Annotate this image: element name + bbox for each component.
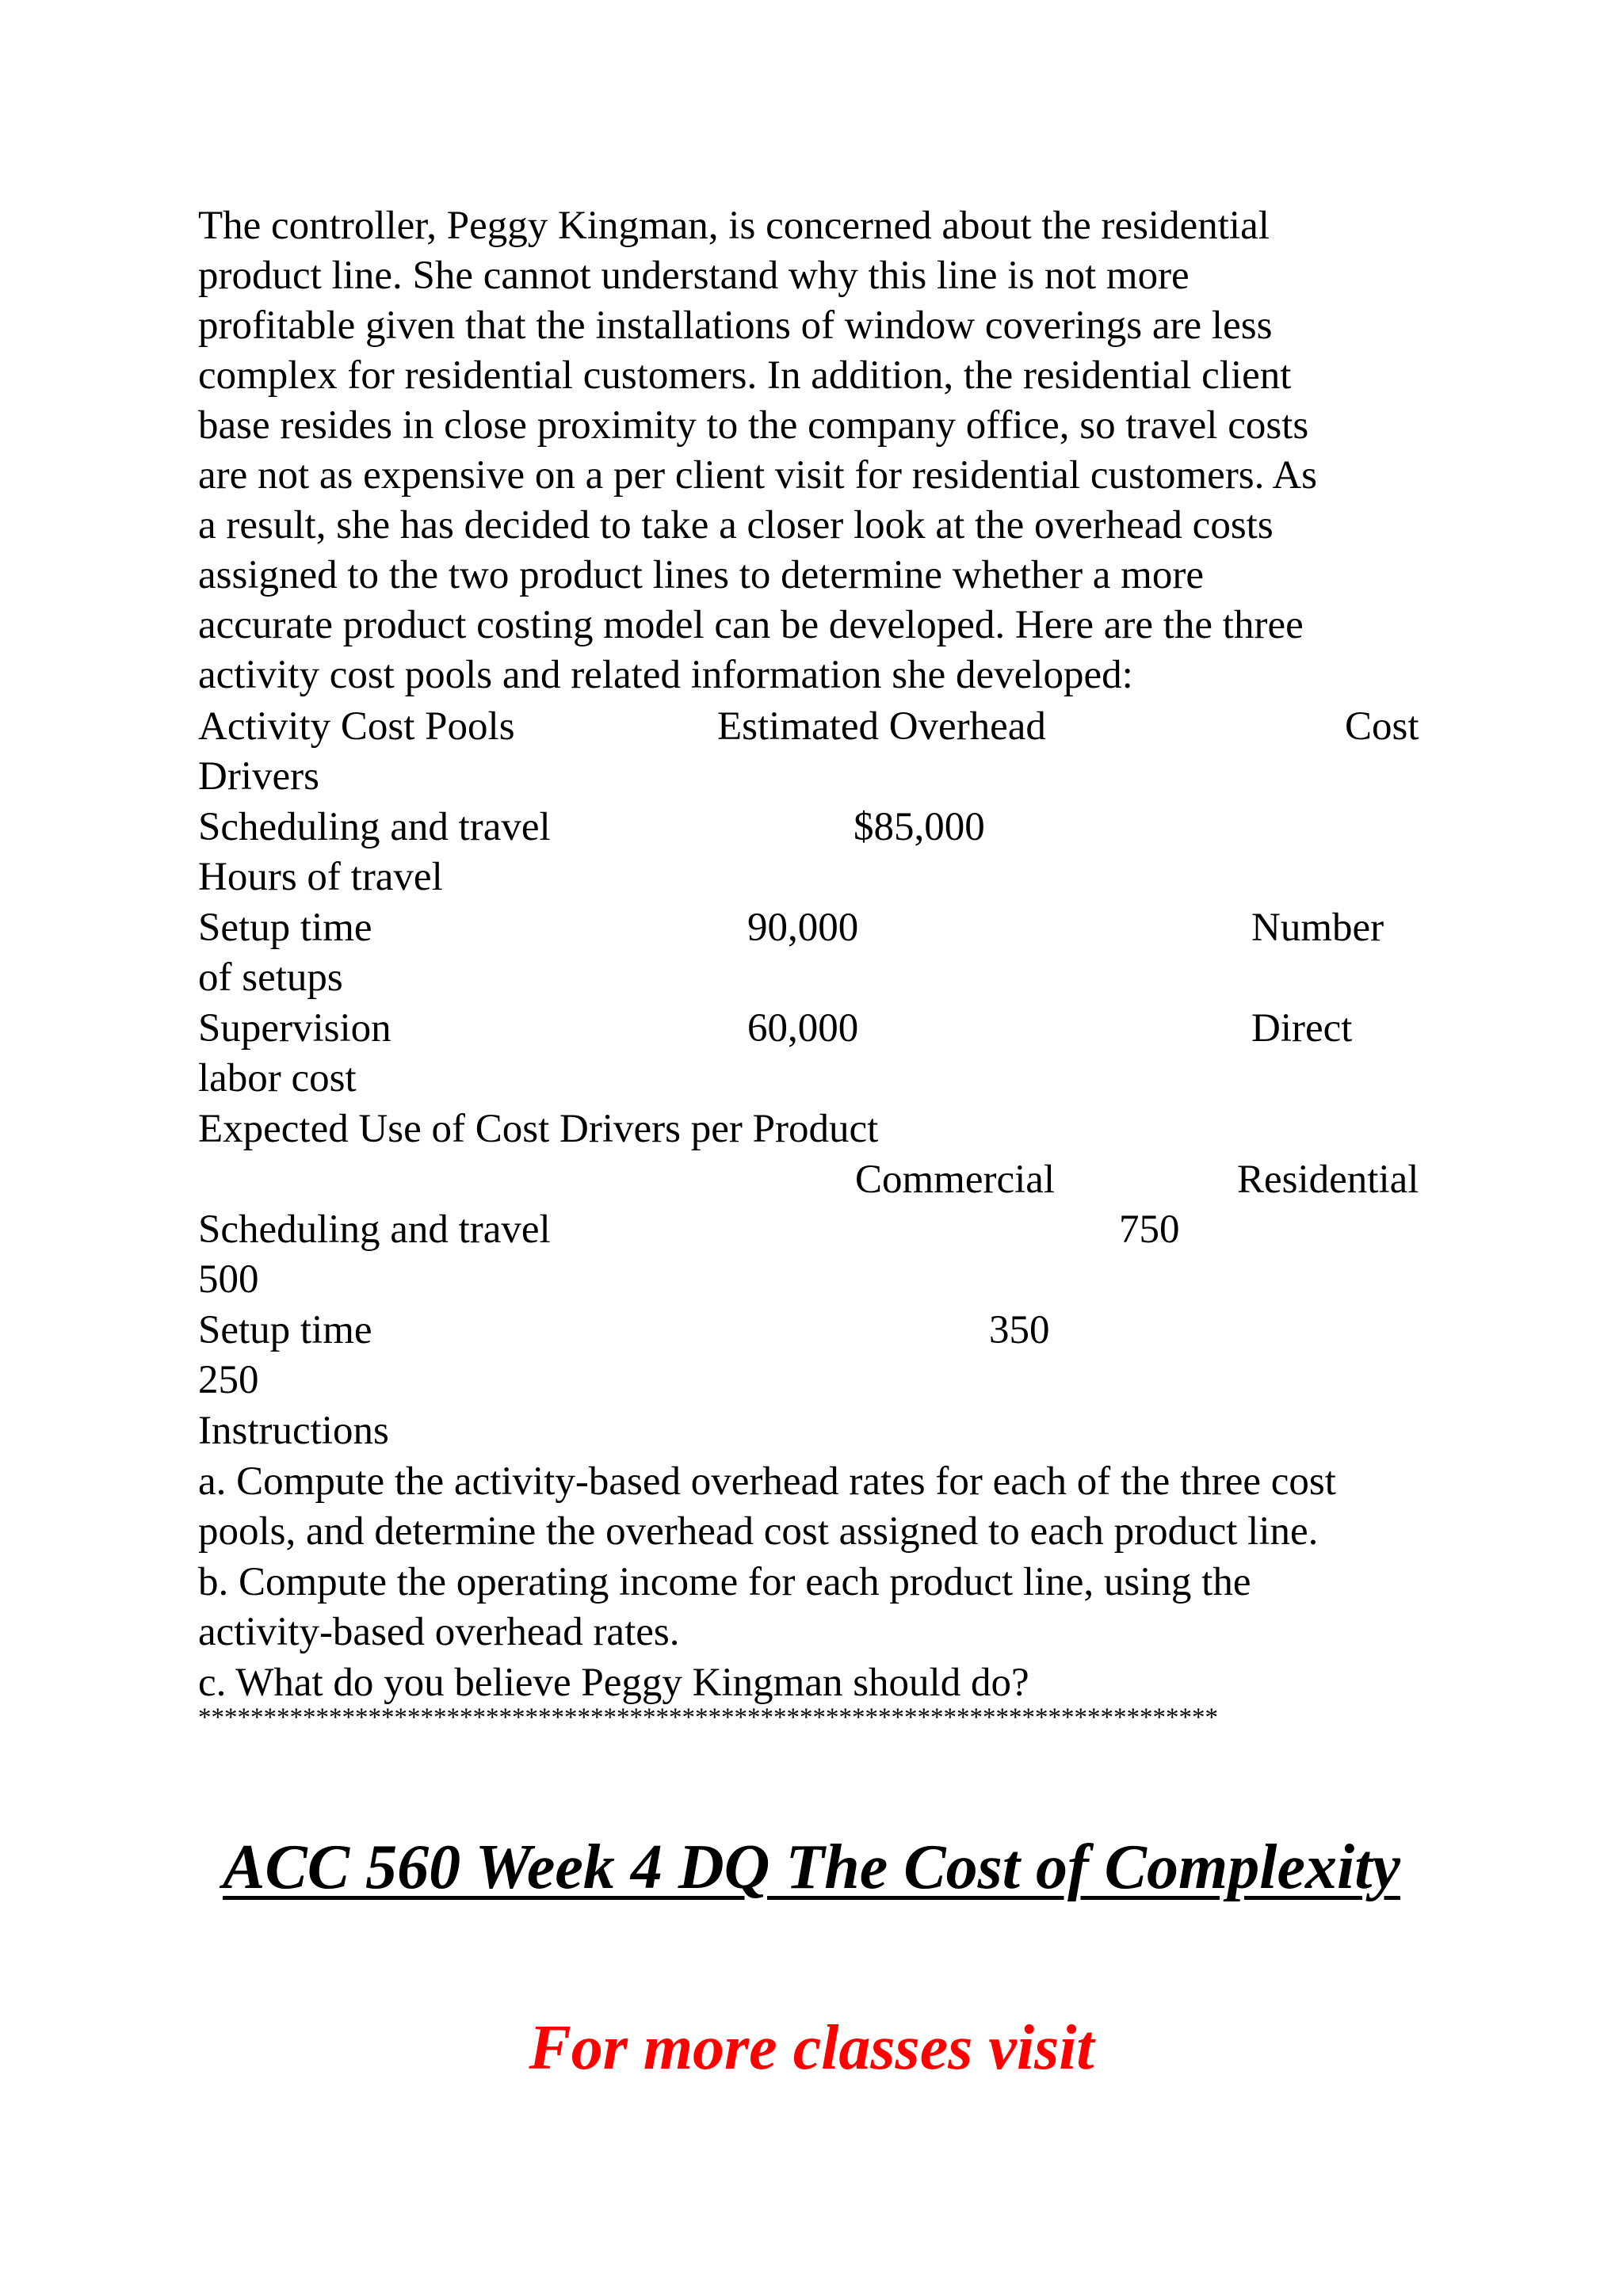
document-heading: ACC 560 Week 4 DQ The Cost of Complexity [223,1833,1400,1902]
pool-driver-head: Number [1251,906,1384,950]
paragraph-line: base resides in close proximity to the company office, so travel costs [198,403,1309,448]
instruction-line: b. Compute the operating income for each product line, using the [198,1560,1251,1604]
expected-use-commercial: 350 [989,1308,1050,1352]
paragraph-line: are not as expensive on a per client visit for residential customers. As [198,453,1318,498]
pool-name: Scheduling and travel [198,805,551,849]
pool-overhead: 90,000 [747,906,859,950]
paragraph-line: product line. She cannot understand why this line is not more [198,254,1190,298]
pool-name: Setup time [198,906,372,950]
paragraph-line: profitable given that the installations of window coverings are less [198,303,1273,348]
paragraph-line: complex for residential customers. In addition, the residential client [198,353,1292,398]
expected-use-residential: 500 [198,1257,259,1302]
pool-name: Supervision [198,1006,391,1051]
expected-use-label: Scheduling and travel [198,1207,551,1252]
pools-header-overhead: Estimated Overhead [717,704,1046,749]
expected-use-commercial: 750 [1119,1207,1180,1252]
pool-driver: of setups [198,955,343,1000]
expected-use-header-commercial: Commercial [855,1158,1056,1202]
separator-asterisks: ****************************************************************************** [198,1703,1218,1732]
pool-driver: labor cost [198,1056,357,1100]
expected-use-title: Expected Use of Cost Drivers per Product [198,1107,879,1151]
paragraph-line: a result, she has decided to take a closer look at the overhead costs [198,503,1274,547]
expected-use-residential: 250 [198,1358,259,1402]
paragraph-line: assigned to the two product lines to determine whether a more [198,553,1204,597]
pools-header-pool: Activity Cost Pools [198,704,515,749]
pools-header-cost: Cost [1345,704,1419,749]
pool-driver: Hours of travel [198,855,443,899]
instruction-line: activity-based overhead rates. [198,1610,680,1654]
instruction-line: a. Compute the activity-based overhead rates for each of the three cost [198,1459,1336,1504]
pool-overhead: $85,000 [854,805,985,849]
instruction-line: pools, and determine the overhead cost assigned to each product line. [198,1509,1319,1554]
paragraph-line: The controller, Peggy Kingman, is concerned about the residential [198,204,1270,248]
instructions-heading: Instructions [198,1409,389,1453]
pool-driver-head: Direct [1251,1006,1353,1051]
expected-use-header-residential: Residential [1237,1158,1419,1202]
paragraph-line: activity cost pools and related information she developed: [198,653,1133,697]
expected-use-label: Setup time [198,1308,372,1352]
pool-overhead: 60,000 [747,1006,859,1051]
footer-visit-text: For more classes visit [529,2013,1094,2083]
instruction-line: c. What do you believe Peggy Kingman should do? [198,1661,1029,1705]
paragraph-line: accurate product costing model can be developed. Here are the three [198,603,1304,647]
pools-header-drivers: Drivers [198,754,319,799]
